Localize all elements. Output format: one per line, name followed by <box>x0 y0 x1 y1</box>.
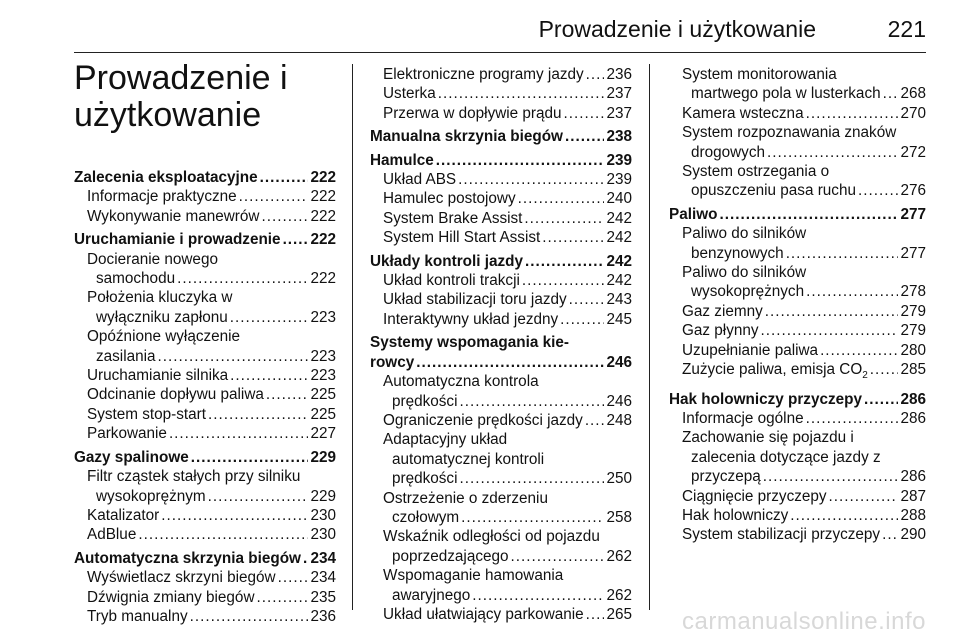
header-title: Prowadzenie i użytkowanie <box>538 16 816 42</box>
chapter-title-line: Prowadzenie i <box>74 59 288 97</box>
chapter-title <box>74 60 344 134</box>
toc-entry[interactable]: Uzupełnianie paliwa ..... 280 <box>669 341 926 360</box>
column-divider <box>649 64 650 610</box>
toc-section[interactable]: Hamulce ..... 239 <box>370 151 632 170</box>
toc-entry[interactable]: Wspomaganie hamowania awaryjnego ..... 262 <box>370 566 632 605</box>
toc-entry[interactable]: Hamulec postojowy ..... 240 <box>370 189 632 208</box>
toc-entry[interactable]: Tryb manualny ..... 236 <box>74 607 336 626</box>
toc-column-3 <box>669 65 926 545</box>
toc-section[interactable]: Paliwo ..... 277 <box>669 205 926 224</box>
toc-entry[interactable]: Katalizator ..... 230 <box>74 506 336 525</box>
toc-entry[interactable]: Zachowanie się pojazdu i zalecenia dotyczące jazdy z przyczepą ..... 286 <box>669 428 926 486</box>
toc-section[interactable]: Hak holowniczy przyczepy ..... 286 <box>669 390 926 409</box>
toc-column-1 <box>74 168 336 626</box>
toc-entry[interactable]: Ciągnięcie przyczepy ..... 287 <box>669 487 926 506</box>
toc-entry[interactable]: Układ ułatwiający parkowanie ..... 265 <box>370 605 632 624</box>
toc-section[interactable]: Manualna skrzynia biegów ..... 238 <box>370 127 632 146</box>
toc-entry[interactable]: Automatyczna kontrola prędkości ..... 246 <box>370 372 632 411</box>
toc-entry[interactable]: Układ stabilizacji toru jazdy ..... 243 <box>370 290 632 309</box>
toc-entry[interactable]: Ograniczenie prędkości jazdy ..... 248 <box>370 411 632 430</box>
toc-entry[interactable]: System Brake Assist ..... 242 <box>370 209 632 228</box>
toc-section[interactable]: Automatyczna skrzynia biegów ..... 234 <box>74 549 336 568</box>
toc-entry[interactable]: AdBlue ..... 230 <box>74 525 336 544</box>
toc-entry[interactable]: Docieranie nowego samochodu ..... 222 <box>74 250 336 289</box>
toc-entry[interactable]: Uruchamianie silnika ..... 223 <box>74 366 336 385</box>
toc-entry[interactable]: Paliwo do silników wysokoprężnych ..... 278 <box>669 263 926 302</box>
toc-entry[interactable]: Układ ABS ..... 239 <box>370 170 632 189</box>
toc-entry[interactable]: Usterka ..... 237 <box>370 84 632 103</box>
toc-entry[interactable]: System monitorowania martwego pola w lusterkach ..... 268 <box>669 65 926 104</box>
toc-entry[interactable]: Układ kontroli trakcji ..... 242 <box>370 271 632 290</box>
toc-section[interactable]: Systemy wspomagania kie- rowcy ..... 246 <box>370 333 632 372</box>
toc-entry[interactable]: Gaz ziemny ..... 279 <box>669 302 926 321</box>
column-divider <box>352 64 353 610</box>
toc-entry[interactable]: Paliwo do silników benzynowych ..... 277 <box>669 224 926 263</box>
toc-entry[interactable]: System ostrzegania o opuszczeniu pasa ruchu ..... 276 <box>669 162 926 201</box>
toc-entry[interactable]: Zużycie paliwa, emisja $CO_2$ ..... 285 <box>669 360 926 385</box>
toc-entry[interactable]: System rozpoznawania znaków drogowych ..... 272 <box>669 123 926 162</box>
toc-entry[interactable]: Adaptacyjny układ automatycznej kontroli prędkości ..... 250 <box>370 430 632 488</box>
toc-entry[interactable]: Dźwignia zmiany biegów ..... 235 <box>74 588 336 607</box>
toc-entry[interactable]: Położenia kluczyka w wyłączniku zapłonu ..... 223 <box>74 288 336 327</box>
toc-entry[interactable]: System stabilizacji przyczepy ..... 290 <box>669 525 926 544</box>
toc-entry[interactable]: Odcinanie dopływu paliwa ..... 225 <box>74 385 336 404</box>
toc-entry[interactable]: Hak holowniczy ..... 288 <box>669 506 926 525</box>
toc-entry[interactable]: Parkowanie ..... 227 <box>74 424 336 443</box>
toc-entry[interactable]: Filtr cząstek stałych przy silniku wysokoprężnym ..... 229 <box>74 467 336 506</box>
toc-entry[interactable]: System Hill Start Assist ..... 242 <box>370 228 632 247</box>
toc-entry[interactable]: System stop-start ..... 225 <box>74 405 336 424</box>
toc-section[interactable]: Zalecenia eksploatacyjne ..... 222 <box>74 168 336 187</box>
toc-entry[interactable]: Interaktywny układ jezdny ..... 245 <box>370 310 632 329</box>
toc-entry[interactable]: Opóźnione wyłączenie zasilania ..... 223 <box>74 327 336 366</box>
toc-entry[interactable]: Wskaźnik odległości od pojazdu poprzedzającego ..... 262 <box>370 527 632 566</box>
toc-entry[interactable]: Wykonywanie manewrów ..... 222 <box>74 207 336 226</box>
toc-entry[interactable]: Przerwa w dopływie prądu ..... 237 <box>370 104 632 123</box>
toc-entry[interactable]: Informacje ogólne ..... 286 <box>669 409 926 428</box>
chapter-title-line: użytkowanie <box>74 96 262 134</box>
toc-entry[interactable]: Wyświetlacz skrzyni biegów ..... 234 <box>74 568 336 587</box>
watermark: carmanualsonline.info <box>682 608 926 635</box>
toc-section[interactable]: Układy kontroli jazdy ..... 242 <box>370 252 632 271</box>
header-page-number: 221 <box>887 16 926 42</box>
toc-entry[interactable]: Gaz płynny ..... 279 <box>669 321 926 340</box>
toc-entry[interactable]: Informacje praktyczne ..... 222 <box>74 187 336 206</box>
page-header <box>74 14 926 53</box>
toc-entry[interactable]: Elektroniczne programy jazdy ..... 236 <box>370 65 632 84</box>
toc-section[interactable]: Gazy spalinowe ..... 229 <box>74 448 336 467</box>
toc-entry[interactable]: Kamera wsteczna ..... 270 <box>669 104 926 123</box>
toc-section[interactable]: Uruchamianie i prowadzenie ..... 222 <box>74 230 336 249</box>
toc-column-2 <box>370 65 632 624</box>
toc-entry[interactable]: Ostrzeżenie o zderzeniu czołowym ..... 258 <box>370 489 632 528</box>
